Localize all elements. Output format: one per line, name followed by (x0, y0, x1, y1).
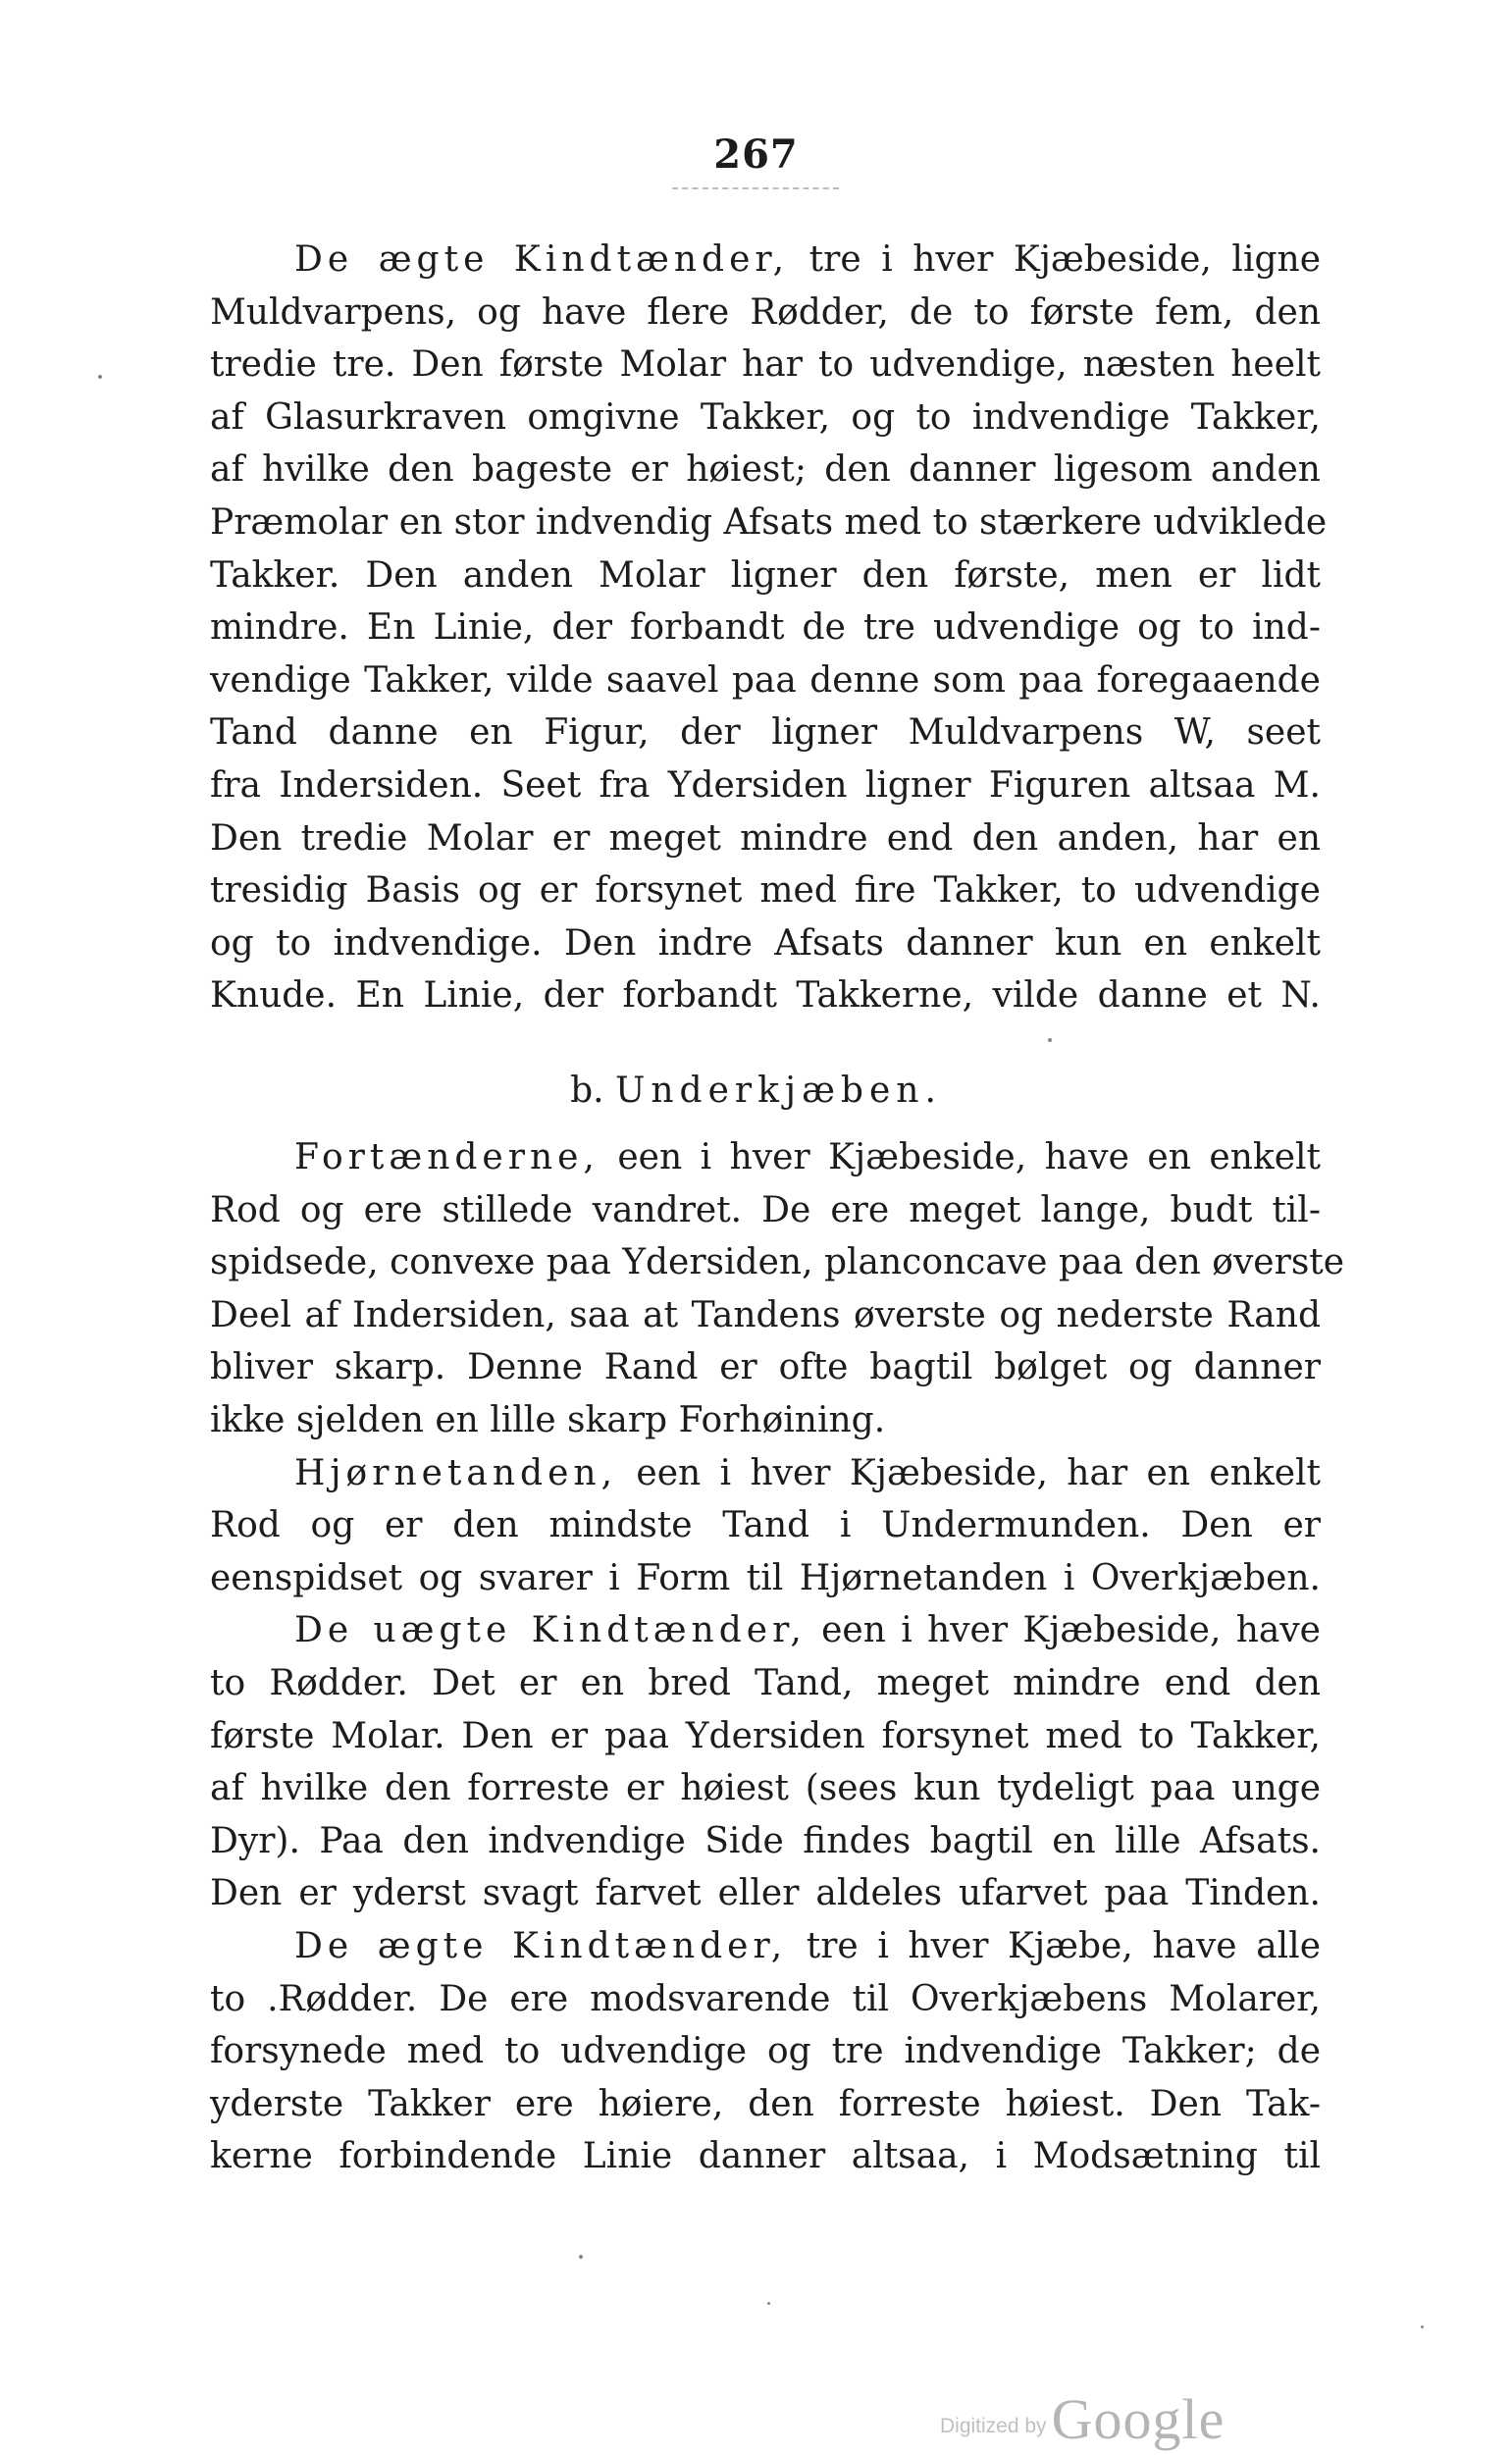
text-line: af Glasurkraven omgivne Takker, og to indvendige Takker, (210, 396, 1321, 438)
scan-speck (98, 375, 102, 379)
text-line: to .Rødder. De ere modsvarende til Overkjæbens Molarer, (210, 1978, 1321, 2019)
text-line: af hvilke den forreste er høiest (sees kun tydeligt paa unge (210, 1768, 1321, 1809)
section-heading (0, 1065, 1512, 1118)
text-line: fra Indersiden. Seet fra Ydersiden ligner Figuren altsaa M. (210, 764, 1321, 806)
text-line: bliver skarp. Denne Rand er ofte bagtil bølget og danner (210, 1347, 1321, 1388)
text-line: Rod og ere stillede vandret. De ere meget lange, budt til- (210, 1189, 1321, 1230)
text-line: Den tredie Molar er meget mindre end den anden, har en (210, 817, 1321, 859)
scan-speck (1048, 1038, 1052, 1042)
text-line: Dyr). Paa den indvendige Side findes bagtil en lille Afsats. (210, 1820, 1321, 1861)
paragraph-block-lower-jaw (210, 1131, 1345, 2183)
text-line: første Molar. Den er paa Ydersiden forsynet med to Takker, (210, 1715, 1321, 1756)
digitized-by-google-watermark (940, 2386, 1225, 2452)
text-line: og to indvendige. Den indre Afsats danner kun en enkelt (210, 922, 1321, 964)
text-line: Takker. Den anden Molar ligner den første, men er lidt (210, 554, 1321, 596)
text-line: Præmolar en stor indvendig Afsats med to stærkere udviklede (210, 501, 1328, 543)
text-line: Rod og er den mindste Tand i Undermunden. Den er (210, 1505, 1321, 1546)
text-line: mindre. En Linie, der forbandt de tre udvendige og to ind- (210, 607, 1321, 649)
paragraph-block-upper-jaw (210, 234, 1328, 1022)
text-line: kerne forbindende Linie danner altsaa, i Modsætning til (210, 2136, 1321, 2177)
text-line: af hvilke den bageste er høiest; den danner ligesom anden (210, 449, 1321, 491)
text-line: eenspidset og svarer i Form til Hjørnetanden i Overkjæben. (210, 1557, 1321, 1598)
spaced-term: De ægte Kindtænder, (294, 239, 790, 280)
text-line: Hjørnetanden, een i hver Kjæbeside, har en enkelt (294, 1452, 1321, 1493)
text-line: Knude. En Linie, der forbandt Takkerne, vilde danne et N. (210, 975, 1321, 1017)
text-line: Den er yderst svagt farvet eller aldeles ufarvet paa Tinden. (210, 1873, 1321, 1914)
text-line: ikke sjelden en lille skarp Forhøining. (210, 1399, 886, 1440)
text-line: Muldvarpens, og have flere Rødder, de to første fem, den (210, 291, 1321, 333)
spaced-term: De uægte Kindtænder, (294, 1610, 807, 1651)
text-line: De ægte Kindtænder, tre i hver Kjæbeside, ligne (294, 239, 1321, 280)
page-number-rule (672, 187, 839, 189)
section-heading-title: Underkjæben. (615, 1071, 942, 1111)
text-line: vendige Takker, vilde saavel paa denne som paa foregaaende (210, 659, 1321, 701)
scan-speck (1421, 2325, 1424, 2328)
google-logo-text: Google (1051, 2387, 1225, 2451)
text-line: Deel af Indersiden, saa at Tandens øverste og nederste Rand (210, 1294, 1321, 1335)
spaced-term: Hjørnetanden, (294, 1452, 618, 1493)
text-line: forsynede med to udvendige og tre indvendige Takker; de (210, 2031, 1321, 2072)
text-line: tredie tre. Den første Molar har to udvendige, næsten heelt (210, 344, 1321, 386)
section-heading-prefix: b. (570, 1071, 604, 1111)
text-line: tresidig Basis og er forsynet med fire Takker, to udvendige (210, 870, 1321, 912)
spaced-term: De ægte Kindtænder, (294, 1925, 788, 1966)
watermark-small-text: Digitized by (940, 2415, 1047, 2437)
text-line: Fortænderne, een i hver Kjæbeside, have en enkelt (294, 1137, 1321, 1177)
text-line: Tand danne en Figur, der ligner Muldvarpens W, seet (210, 712, 1321, 754)
text-line: De ægte Kindtænder, tre i hver Kjæbe, have alle (294, 1925, 1321, 1966)
scan-speck (767, 2302, 770, 2305)
scan-speck (579, 2255, 583, 2259)
text-line: De uægte Kindtænder, een i hver Kjæbeside, have (294, 1610, 1321, 1651)
page-number: 267 (713, 131, 799, 178)
text-line: spidsede, convexe paa Ydersiden, planconcave paa den øverste (210, 1242, 1345, 1283)
spaced-term: Fortænderne, (294, 1137, 600, 1177)
text-line: to Rødder. Det er en bred Tand, meget mindre end den (210, 1662, 1321, 1703)
text-line: yderste Takker ere høiere, den forreste høiest. Den Tak- (210, 2083, 1321, 2124)
